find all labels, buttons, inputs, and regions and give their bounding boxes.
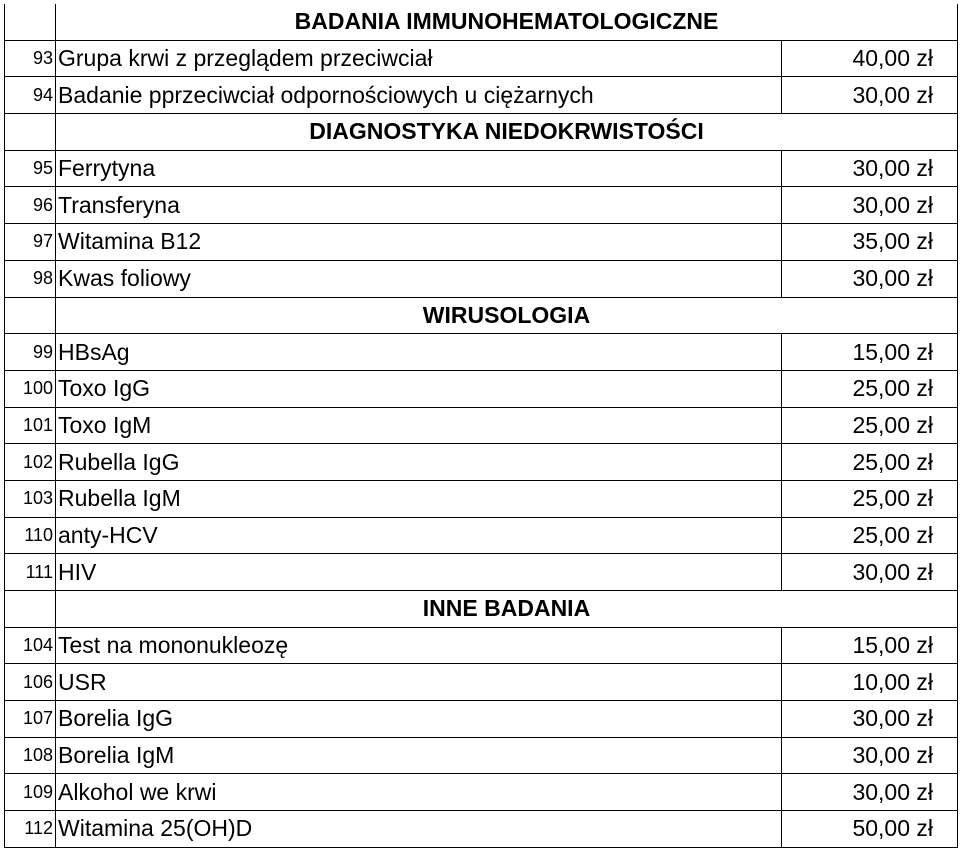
table-row xyxy=(5,224,958,261)
section-title: INNE BADANIA xyxy=(56,591,958,628)
item-number: 108 xyxy=(5,737,56,774)
item-number: 97 xyxy=(5,224,56,261)
item-number: 98 xyxy=(5,260,56,297)
item-number: 94 xyxy=(5,77,56,114)
item-name: HBsAg xyxy=(56,334,782,371)
item-price: 30,00 zł xyxy=(782,774,958,811)
item-name: Borelia IgG xyxy=(56,701,782,738)
item-name: Transferyna xyxy=(56,187,782,224)
item-name: Alkohol we krwi xyxy=(56,774,782,811)
item-price: 25,00 zł xyxy=(782,444,958,481)
item-name: Witamina 25(OH)D xyxy=(56,811,782,848)
item-number: 100 xyxy=(5,370,56,407)
item-number: 102 xyxy=(5,444,56,481)
table-row xyxy=(5,737,958,774)
table-row xyxy=(5,444,958,481)
item-name: Kwas foliowy xyxy=(56,260,782,297)
table-row xyxy=(5,664,958,701)
item-name: Test na mononukleozę xyxy=(56,627,782,664)
item-price: 50,00 zł xyxy=(782,811,958,848)
item-name: HIV xyxy=(56,554,782,591)
table-row xyxy=(5,150,958,187)
item-price: 30,00 zł xyxy=(782,701,958,738)
item-price: 30,00 zł xyxy=(782,737,958,774)
section-header-row xyxy=(5,297,958,334)
table-row xyxy=(5,701,958,738)
table-row xyxy=(5,187,958,224)
table-row xyxy=(5,627,958,664)
item-number: 96 xyxy=(5,187,56,224)
item-number: 95 xyxy=(5,150,56,187)
item-number: 99 xyxy=(5,334,56,371)
item-price: 25,00 zł xyxy=(782,517,958,554)
item-price: 30,00 zł xyxy=(782,554,958,591)
item-number: 103 xyxy=(5,480,56,517)
table-row xyxy=(5,811,958,848)
section-title: DIAGNOSTYKA NIEDOKRWISTOŚCI xyxy=(56,114,958,151)
item-name: Toxo IgG xyxy=(56,370,782,407)
table-row xyxy=(5,370,958,407)
item-number: 104 xyxy=(5,627,56,664)
item-name: Badanie pprzeciwciał odpornościowych u ciężarnych xyxy=(56,77,782,114)
item-number: 93 xyxy=(5,40,56,77)
item-price: 40,00 zł xyxy=(782,40,958,77)
section-header-row xyxy=(5,591,958,628)
item-name: Toxo IgM xyxy=(56,407,782,444)
item-name: Borelia IgM xyxy=(56,737,782,774)
item-price: 30,00 zł xyxy=(782,150,958,187)
item-name: Ferrytyna xyxy=(56,150,782,187)
item-price: 25,00 zł xyxy=(782,370,958,407)
item-name: USR xyxy=(56,664,782,701)
section-header-num-cell xyxy=(5,114,56,151)
section-header-num-cell xyxy=(5,4,56,40)
table-row xyxy=(5,554,958,591)
item-name: Grupa krwi z przeglądem przeciwciał xyxy=(56,40,782,77)
table-row xyxy=(5,407,958,444)
table-row xyxy=(5,40,958,77)
item-price: 15,00 zł xyxy=(782,627,958,664)
section-header-row xyxy=(5,114,958,151)
table-row xyxy=(5,77,958,114)
table-row xyxy=(5,334,958,371)
section-title: BADANIA IMMUNOHEMATOLOGICZNE xyxy=(56,4,958,40)
item-price: 30,00 zł xyxy=(782,187,958,224)
item-number: 110 xyxy=(5,517,56,554)
item-name: Rubella IgM xyxy=(56,480,782,517)
table-row xyxy=(5,774,958,811)
table-row xyxy=(5,517,958,554)
item-number: 111 xyxy=(5,554,56,591)
price-table-body xyxy=(5,4,958,847)
item-number: 101 xyxy=(5,407,56,444)
section-header-num-cell xyxy=(5,591,56,628)
price-table xyxy=(4,4,958,848)
table-row xyxy=(5,260,958,297)
item-price: 30,00 zł xyxy=(782,77,958,114)
item-price: 25,00 zł xyxy=(782,407,958,444)
item-number: 107 xyxy=(5,701,56,738)
item-price: 10,00 zł xyxy=(782,664,958,701)
table-row xyxy=(5,480,958,517)
item-price: 30,00 zł xyxy=(782,260,958,297)
item-price: 15,00 zł xyxy=(782,334,958,371)
section-header-row xyxy=(5,4,958,40)
item-name: Rubella IgG xyxy=(56,444,782,481)
section-title: WIRUSOLOGIA xyxy=(56,297,958,334)
item-name: Witamina B12 xyxy=(56,224,782,261)
item-number: 109 xyxy=(5,774,56,811)
item-number: 112 xyxy=(5,811,56,848)
section-header-num-cell xyxy=(5,297,56,334)
item-price: 35,00 zł xyxy=(782,224,958,261)
item-name: anty-HCV xyxy=(56,517,782,554)
item-number: 106 xyxy=(5,664,56,701)
item-price: 25,00 zł xyxy=(782,480,958,517)
